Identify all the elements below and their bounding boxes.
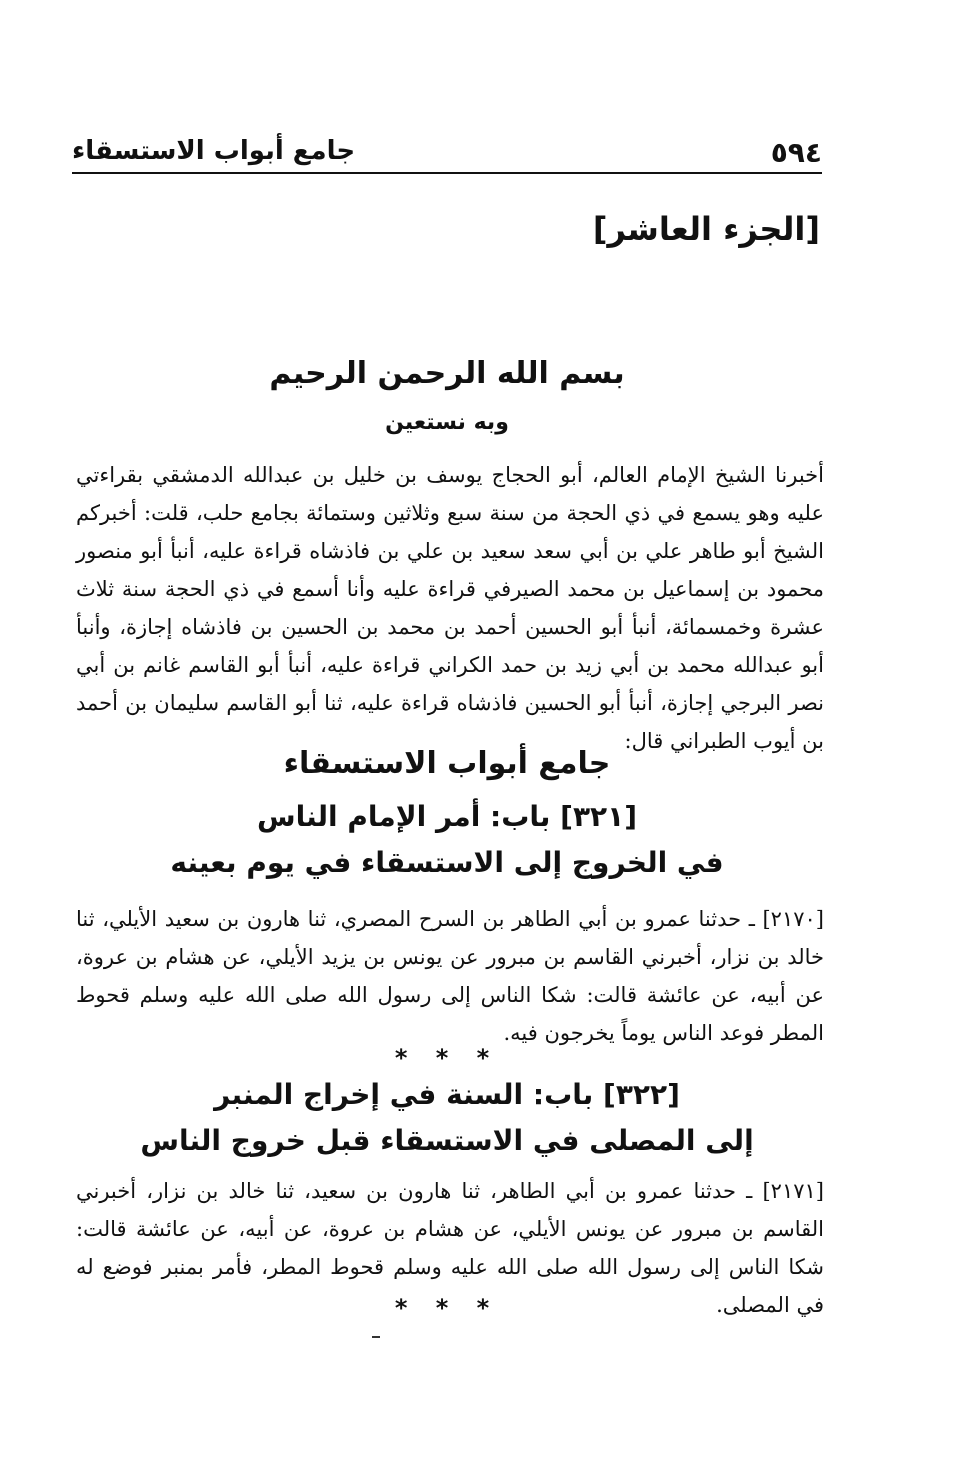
- basmala: بسم الله الرحمن الرحيم: [269, 356, 625, 391]
- chapter-heading-322-line1: [٣٢٢] باب: السنة في إخراج المنبر: [214, 1078, 680, 1111]
- page-number: ٥٩٤: [770, 136, 822, 169]
- header-rule: [72, 172, 822, 174]
- chapter-heading-322-line2: إلى المصلى في الاستسقاء قبل خروج الناس: [140, 1124, 754, 1157]
- subtitle: وبه نستعين: [385, 410, 509, 435]
- small-dash-mark: [372, 1336, 380, 1338]
- chapter-heading-321-line2: في الخروج إلى الاستسقاء في يوم بعينه: [170, 846, 724, 879]
- hadith-2171: [٢١٧١] ـ حدثنا عمرو بن أبي الطاهر، ثنا هارون بن سعيد، ثنا خالد بن نزار، أخبرني القاسم بن مبرور عن يونس الأيلي، عن هشام بن عروة، عن أبيه، عن عائشة قالت: شكا الناس إلى رسول الله صلى الله عليه وسلم قحوط المطر، فأمر بمنبر فوضع له في المصلى.: [76, 1179, 824, 1317]
- section-title: جامع أبواب الاستسقاء: [283, 746, 611, 781]
- page-header: [72, 128, 822, 172]
- separator-stars: * * *: [394, 1044, 500, 1072]
- chapter-heading-321-line1: [٣٢١] باب: أمر الإمام الناس: [256, 800, 638, 833]
- part-label: [الجزء العاشر]: [592, 210, 820, 248]
- running-title: جامع أبواب الاستسقاء: [72, 136, 356, 166]
- separator-stars: * * *: [394, 1294, 500, 1322]
- hadith-2170: [٢١٧٠] ـ حدثنا عمرو بن أبي الطاهر بن السرح المصري، ثنا هارون بن سعيد الأيلي، ثنا خالد بن نزار، أخبرني القاسم بن مبرور عن يونس بن يزيد الأيلي، عن هشام بن عروة، عن أبيه، عن عائشة قالت: شكا الناس إلى رسول الله صلى الله عليه وسلم قحوط المطر فوعد الناس يوماً يخرجون فيه.: [76, 907, 824, 1045]
- intro-paragraph: أخبرنا الشيخ الإمام العالم، أبو الحجاج يوسف بن خليل بن عبدالله الدمشقي بقراءتي عليه وهو يسمع في ذي الحجة من سنة سبع وثلاثين وستمائة بجامع حلب، قلت: أخبركم الشيخ أبو طاهر علي بن أبي سعد سعيد بن علي بن فاذشاه قراءة عليه، أنبأ أبو منصور محمود بن إسماعيل بن محمد الصيرفي قراءة عليه وأنا أسمع في ذي الحجة سنة ثلاث عشرة وخمسمائة، أنبأ أبو الحسين أحمد بن محمد بن الحسين بن فاذشاه إجازة، وأنبأ أبو عبدالله محمد بن أبي زيد بن حمد الكراني قراءة عليه، أنبأ أبو القاسم غانم بن أبي نصر البرجي إجازة، أنبأ أبو الحسين فاذشاه قراءة عليه، ثنا أبو القاسم سليمان بن أحمد بن أيوب الطبراني قال:: [76, 463, 824, 753]
